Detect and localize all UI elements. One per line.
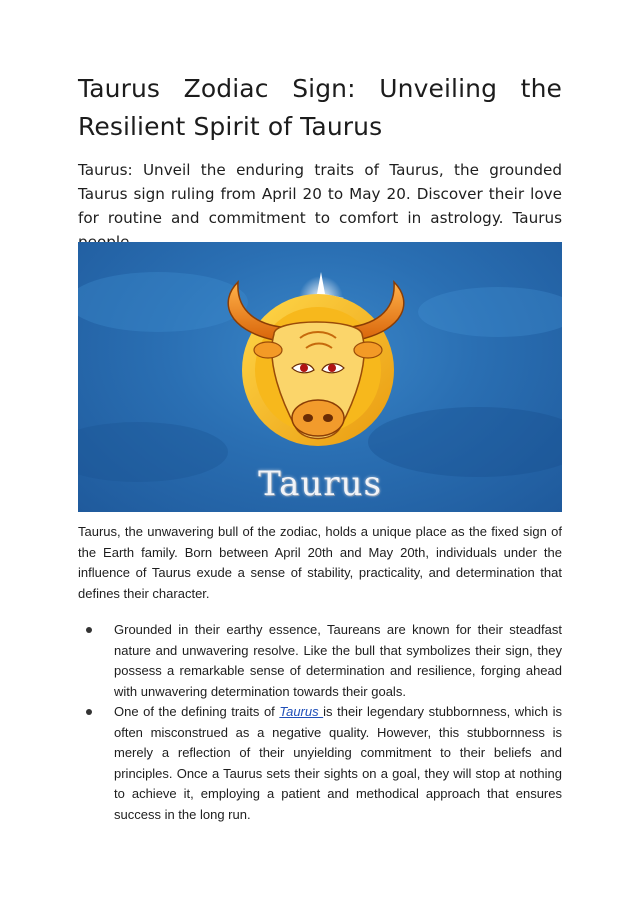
bullet-dot-icon <box>86 709 92 715</box>
taurus-link[interactable]: Taurus <box>279 704 324 719</box>
list-item <box>78 702 562 825</box>
list-item <box>78 620 562 702</box>
taurus-image <box>78 242 562 512</box>
page-title: Taurus Zodiac Sign: Unveiling the Resilient Spirit of Taurus <box>78 74 562 141</box>
bullet-dot-icon <box>86 627 92 633</box>
list-item-text: Grounded in their earthy essence, Taureans are known for their steadfast nature and unwavering resolve. Like the bull that symbolizes their sign, they possess a remarkable sense of determination and resilience, forging ahead with unwavering determination towards their goals. <box>114 622 562 699</box>
body-paragraph: Taurus, the unwavering bull of the zodiac, holds a unique place as the fixed sign of the Earth family. Born between April 20th and May 20th, individuals under the influence of Taurus exude a sense of stability, practicality, and determination that defines their character. <box>78 524 562 601</box>
list-item-text-after: is their legendary stubbornness, which is often misconstrued as a negative quality. However, this stubbornness is merely a reflection of their unyielding commitment to their beliefs and principles. Once a Taurus sets their sights on a goal, they will stop at nothing to achieve it, employing a patient and methodical approach that ensures success in the long run. <box>114 704 562 822</box>
list-item-text-before: One of the defining traits of <box>114 704 280 719</box>
bullet-list <box>78 620 562 825</box>
image-caption: Taurus <box>258 464 382 504</box>
lead-paragraph: Taurus: Unveil the enduring traits of Taurus, the grounded Taurus sign ruling from April 20 to May 20. Discover their love for routine and commitment to comfort in astrology. Taurus <box>78 161 562 227</box>
